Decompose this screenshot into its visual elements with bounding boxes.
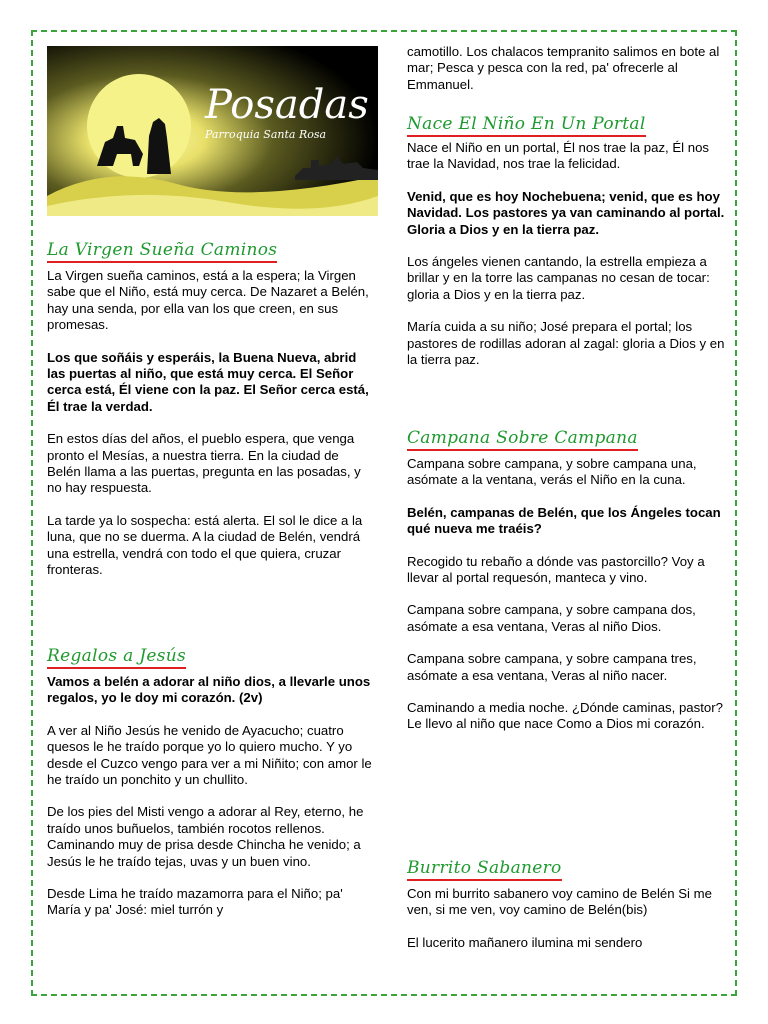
- chorus-paragraph: Belén, campanas de Belén, que los Ángeles tocan qué nueva me traéis?: [407, 504, 721, 537]
- lyrics-block: [407, 140, 725, 384]
- banner-subtitle: Parroquia Santa Rosa: [205, 128, 327, 141]
- paragraph: La tarde ya lo sospecha: está alerta. El sol le dice a la luna, que no se duerma. A la ciudad de Belén, vendrá una estrella, vendrá con todo el que quiera, cruzar fronteras.: [47, 512, 363, 578]
- lyrics-block: [407, 44, 725, 109]
- paragraph: Caminando a media noche. ¿Dónde caminas, pastor? Le llevo al niño que nace Como a Dios mi corazón.: [407, 700, 723, 732]
- paragraph: La Virgen sueña caminos, está a la espera; la Virgen sabe que el Niño, está muy cerca. De Nazaret a Belén, hay una senda, por ella van los que creen, en sus promesas.: [47, 268, 369, 333]
- lyrics-block: [407, 456, 725, 749]
- paragraph: Desde Lima he traído mazamorra para el Niño; pa' María y pa' José: miel turrón y: [47, 886, 343, 918]
- paragraph: Campana sobre campana, y sobre campana dos, asómate a esa ventana, Veras al niño Dios.: [407, 602, 696, 634]
- paragraph: Campana sobre campana, y sobre campana una, asómate a la ventana, verás el Niño en la cuna.: [407, 456, 697, 488]
- banner-title: Posadas: [205, 82, 369, 128]
- paragraph: En estos días del años, el pueblo espera, que venga pronto el Mesías, a nuestra tierra. En la ciudad de Belén llama a las puertas, pregunta en las posadas, y no hay respuesta.: [47, 431, 361, 496]
- paragraph: Nace el Niño en un portal, Él nos trae la paz, Él nos trae la Navidad, nos trae la felicidad.: [407, 140, 710, 172]
- section-title: Campana Sobre Campana: [407, 428, 638, 451]
- section-nace: [407, 114, 725, 137]
- chorus-paragraph: Vamos a belén a adorar al niño dios, a llevarle unos regalos, yo le doy mi corazón. (2v): [47, 674, 371, 706]
- section-virgen: [47, 240, 372, 263]
- paragraph: El lucerito mañanero ilumina mi sendero: [407, 934, 643, 950]
- lyrics-block: [407, 886, 725, 967]
- section-title: Nace El Niño En Un Portal: [407, 114, 646, 137]
- section-regalos: [47, 646, 372, 669]
- section-title: Burrito Sabanero: [407, 858, 562, 881]
- posadas-banner: [47, 46, 378, 216]
- paragraph: María cuida a su niño; José prepara el portal; los pastores de rodillas adoran al zagal: gloria a Dios y en la tierra paz.: [407, 319, 725, 368]
- paragraph: camotillo. Los chalacos tempranito salimos en bote al mar; Pesca y pesca con la red, pa' ofrecerle al Emmanuel.: [407, 44, 720, 92]
- paragraph: Campana sobre campana, y sobre campana tres, asómate a esa ventana, Veras al niño nacer.: [407, 651, 697, 683]
- paragraph: Recogido tu rebaño a dónde vas pastorcillo? Voy a llevar al portal requesón, manteca y vino.: [407, 553, 705, 586]
- section-burrito: [407, 858, 725, 881]
- section-title: La Virgen Sueña Caminos: [47, 240, 277, 263]
- chorus-paragraph: Venid, que es hoy Nochebuena; venid, que es hoy Navidad. Los pastores ya van caminando al portal. Gloria a Dios y en la tierra paz.: [407, 188, 725, 237]
- paragraph: Los ángeles vienen cantando, la estrella empieza a brillar y en la torre las campanas no cesan de tocar: gloria a Dios y en la tierra paz.: [407, 254, 710, 302]
- paragraph: De los pies del Misti vengo a adorar al Rey, eterno, he traído unos buñuelos, también rocotos rellenos. Caminando muy de prisa desde Chincha he venido; a Jesús le he traído tejas, uvas y un buen vino.: [47, 804, 364, 869]
- lyrics-block: [47, 674, 372, 935]
- section-title: Regalos a Jesús: [47, 646, 186, 669]
- paragraph: A ver al Niño Jesús he venido de Ayacucho; cuatro quesos le he traído porque yo lo quiero mucho. Y yo desde el Cuzco vengo para ver a mi Niñito; con amor le he traído un ponchito y un chullito.: [47, 722, 372, 788]
- chorus-paragraph: Los que soñáis y esperáis, la Buena Nueva, abrid las puertas al niño, que está muy cerca. El Señor cerca está, Él viene con la paz. El Señor cerca está, Él trae la verdad.: [47, 349, 369, 414]
- lyrics-block: [47, 268, 372, 595]
- paragraph: Con mi burrito sabanero voy camino de Belén Si me ven, si me ven, voy camino de Belén(bis): [407, 886, 712, 918]
- section-campana: [407, 428, 725, 451]
